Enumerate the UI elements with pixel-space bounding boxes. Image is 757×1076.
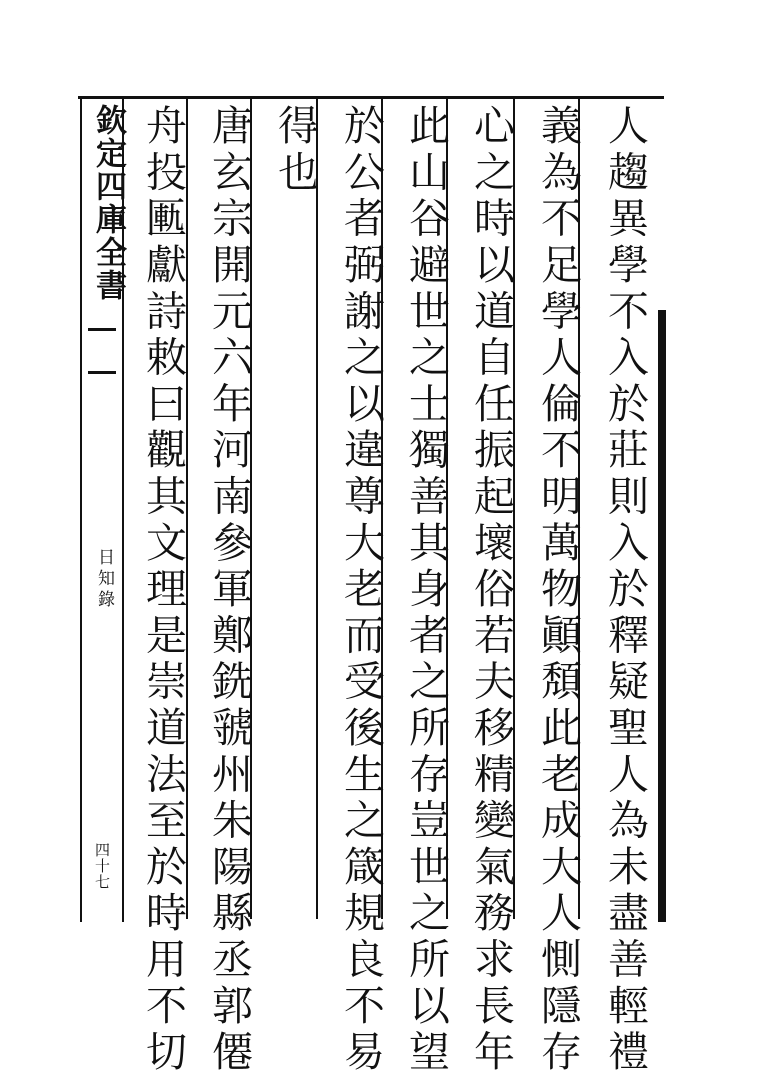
text-column-6 bbox=[266, 104, 324, 916]
column-text: 舟投匭獻詩敕曰觀其文理是崇道法至於時用不切 bbox=[139, 104, 187, 1076]
text-column-4 bbox=[397, 104, 455, 1076]
column-text: 人趨異學不入於莊則入於釋疑聖人為未盡善輕禮 bbox=[601, 104, 649, 1076]
text-column-2 bbox=[529, 104, 587, 1076]
column-text: 唐玄宗開元六年河南參軍鄭銑虢州朱陽縣丞郭僊 bbox=[205, 104, 253, 1076]
top-border bbox=[78, 96, 664, 99]
page-gutter bbox=[82, 100, 126, 920]
column-text: 此山谷避世之士獨善其身者之所存豈世之所以望 bbox=[402, 104, 450, 1076]
text-column-7 bbox=[200, 104, 258, 1076]
text-column-8 bbox=[134, 104, 192, 1076]
outer-right-border bbox=[658, 310, 666, 922]
text-column-1 bbox=[596, 104, 654, 1076]
book-title: 日知錄 bbox=[94, 548, 114, 611]
column-text: 義為不足學人倫不明萬物顚頽此老成大人惻隱存 bbox=[534, 104, 582, 1076]
text-column-3 bbox=[462, 104, 520, 1076]
page-number: 四十七 bbox=[93, 842, 111, 890]
column-text: 得也 bbox=[271, 104, 319, 197]
text-column-5 bbox=[332, 104, 390, 1076]
column-text: 於公者弼謝之以違尊大老而受後生之箴規良不易 bbox=[337, 104, 385, 1076]
column-text: 心之時以道自任振起壞俗若夫移精變氣務求長年 bbox=[467, 104, 515, 1076]
collection-title: 欽定四庫全書 bbox=[90, 104, 126, 302]
fishtail-mark bbox=[88, 328, 116, 374]
